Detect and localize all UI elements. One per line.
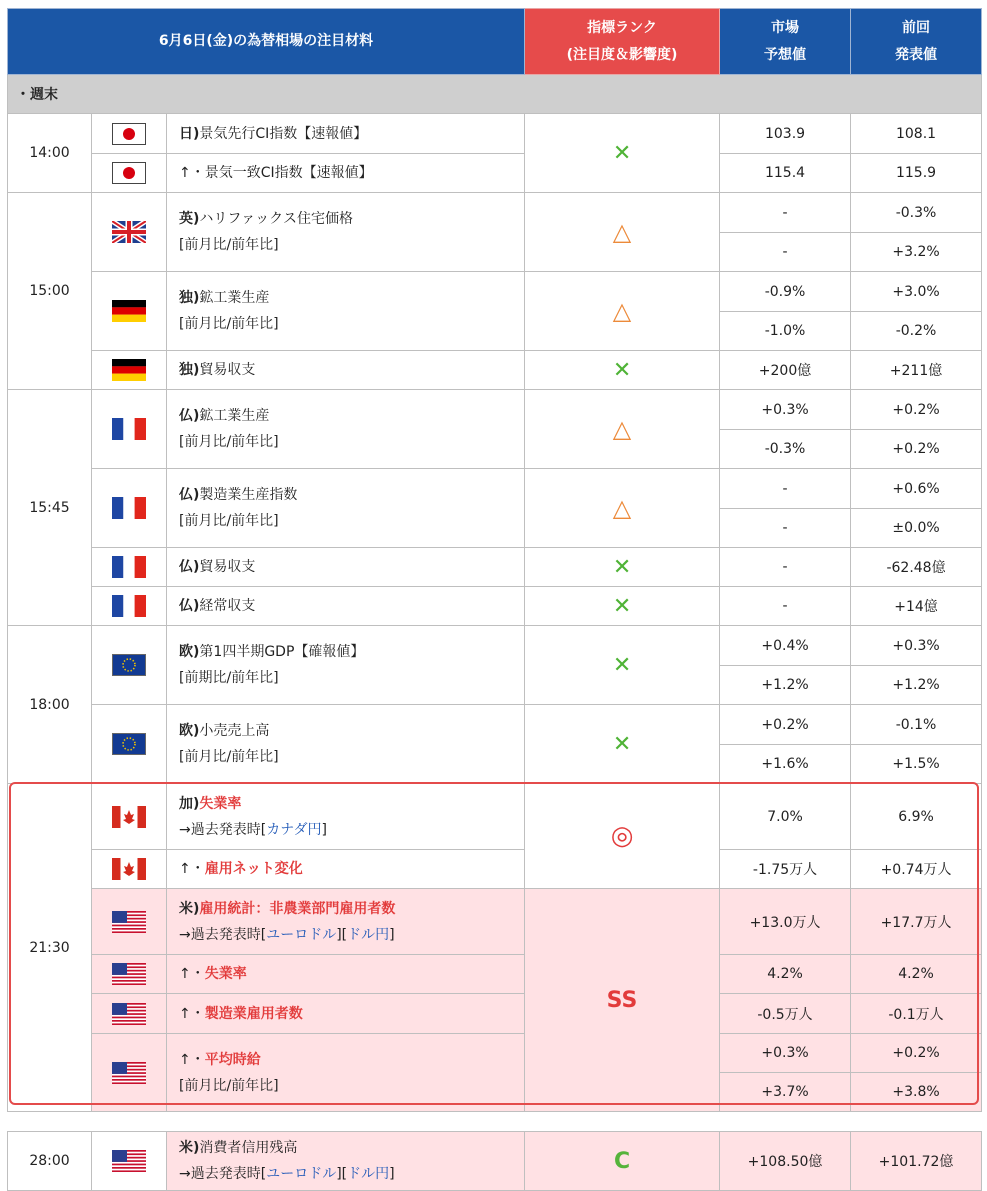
time-1500: 15:00 [8, 193, 92, 390]
flag-fr-icon [92, 587, 167, 626]
forecast-value: +0.4% [720, 626, 851, 666]
previous-value: 6.9% [851, 784, 982, 850]
rank-triangle: △ [525, 469, 720, 548]
header-title: 6月6日(金)の為替相場の注目材料 [8, 9, 525, 75]
forecast-value: -1.0% [720, 312, 851, 351]
link-usd-jpy[interactable]: ドル円 [347, 926, 390, 943]
previous-value: +0.2% [851, 390, 982, 430]
indicator-us-mfg-employment: ↑・製造業雇用者数 [167, 994, 525, 1034]
previous-value: +0.3% [851, 626, 982, 666]
rank-cross: ✕ [525, 587, 720, 626]
previous-value: +0.6% [851, 469, 982, 509]
flag-uk-icon [92, 193, 167, 272]
forecast-value: 103.9 [720, 114, 851, 154]
flag-eu-icon [92, 705, 167, 784]
link-eur-usd[interactable]: ユーロドル [266, 926, 337, 943]
forecast-value: - [720, 587, 851, 626]
link-eur-usd[interactable]: ユーロドル [266, 1166, 337, 1182]
link-cad-jpy[interactable]: カナダ円 [266, 821, 322, 838]
indicator-us-unemployment: ↑・失業率 [167, 955, 525, 994]
time-2130: 21:30 [8, 784, 92, 1112]
link-usd-jpy[interactable]: ドル円 [347, 1166, 390, 1182]
flag-de-icon [92, 351, 167, 390]
previous-value: 4.2% [851, 955, 982, 994]
flag-us-icon [92, 994, 167, 1034]
forecast-value: - [720, 509, 851, 548]
indicator-fr-ip: 仏)鉱工業生産 [前月比/前年比] [167, 390, 525, 469]
flag-de-icon [92, 272, 167, 351]
flag-fr-icon [92, 548, 167, 587]
time-1800: 18:00 [8, 626, 92, 784]
rank-c: C [525, 1132, 720, 1191]
spacer [8, 1112, 982, 1132]
rank-cross: ✕ [525, 114, 720, 193]
forecast-value: -0.3% [720, 430, 851, 469]
forecast-value: +0.3% [720, 1034, 851, 1073]
indicator-jp-coincident: ↑・景気一致CI指数【速報値】 [167, 154, 525, 193]
header-forecast: 市場 予想値 [720, 9, 851, 75]
flag-us-icon [92, 1132, 167, 1191]
flag-jp-icon [92, 154, 167, 193]
flag-ca-icon [92, 850, 167, 889]
forecast-value: 115.4 [720, 154, 851, 193]
rank-triangle: △ [525, 390, 720, 469]
previous-value: +1.5% [851, 745, 982, 784]
indicator-uk-halifax: 英)ハリファックス住宅価格 [前月比/前年比] [167, 193, 525, 272]
indicator-ca-employment: ↑・雇用ネット変化 [167, 850, 525, 889]
rank-cross: ✕ [525, 351, 720, 390]
forecast-value: +0.3% [720, 390, 851, 430]
previous-value: +101.72億 [851, 1132, 982, 1191]
indicator-jp-leading: 日)景気先行CI指数【速報値】 [167, 114, 525, 154]
flag-fr-icon [92, 469, 167, 548]
flag-us-icon [92, 1034, 167, 1112]
forecast-value: +1.6% [720, 745, 851, 784]
forecast-value: - [720, 469, 851, 509]
flag-fr-icon [92, 390, 167, 469]
indicator-de-ip: 独)鉱工業生産 [前月比/前年比] [167, 272, 525, 351]
forecast-value: 7.0% [720, 784, 851, 850]
rank-cross: ✕ [525, 548, 720, 587]
rank-cross: ✕ [525, 705, 720, 784]
flag-us-icon [92, 889, 167, 955]
indicator-de-trade: 独)貿易収支 [167, 351, 525, 390]
previous-value: +3.2% [851, 233, 982, 272]
previous-value: -0.2% [851, 312, 982, 351]
time-1400: 14:00 [8, 114, 92, 193]
indicator-eu-gdp: 欧)第1四半期GDP【確報値】 [前期比/前年比] [167, 626, 525, 705]
previous-value: +211億 [851, 351, 982, 390]
previous-value: +14億 [851, 587, 982, 626]
previous-value: ±0.0% [851, 509, 982, 548]
rank-cross: ✕ [525, 626, 720, 705]
flag-ca-icon [92, 784, 167, 850]
forecast-value: -1.75万人 [720, 850, 851, 889]
previous-value: +17.7万人 [851, 889, 982, 955]
time-2800: 28:00 [8, 1132, 92, 1191]
previous-value: -62.48億 [851, 548, 982, 587]
forecast-value: +108.50億 [720, 1132, 851, 1191]
forecast-value: -0.9% [720, 272, 851, 312]
previous-value: +1.2% [851, 666, 982, 705]
previous-value: +0.74万人 [851, 850, 982, 889]
forecast-value: -0.5万人 [720, 994, 851, 1034]
rank-double-circle: ◎ [525, 784, 720, 889]
indicator-ca-unemployment: 加)失業率 →過去発表時[カナダ円] [167, 784, 525, 850]
indicator-fr-trade: 仏)貿易収支 [167, 548, 525, 587]
economic-calendar-table [7, 8, 982, 1191]
previous-value: 108.1 [851, 114, 982, 154]
previous-value: -0.1万人 [851, 994, 982, 1034]
flag-jp-icon [92, 114, 167, 154]
indicator-eu-retail: 欧)小売売上高 [前月比/前年比] [167, 705, 525, 784]
previous-value: 115.9 [851, 154, 982, 193]
forecast-value: +0.2% [720, 705, 851, 745]
rank-ss: SS [525, 889, 720, 1112]
indicator-us-avg-hourly-earnings: ↑・平均時給 [前月比/前年比] [167, 1034, 525, 1112]
previous-value: +3.8% [851, 1073, 982, 1112]
indicator-us-nfp: 米)雇用統計：非農業部門雇用者数 →過去発表時[ユーロドル][ドル円] [167, 889, 525, 955]
indicator-fr-mfg: 仏)製造業生産指数 [前月比/前年比] [167, 469, 525, 548]
header-rank: 指標ランク (注目度＆影響度) [525, 9, 720, 75]
forecast-value: - [720, 548, 851, 587]
previous-value: +0.2% [851, 430, 982, 469]
indicator-fr-current: 仏)経常収支 [167, 587, 525, 626]
forecast-value: +13.0万人 [720, 889, 851, 955]
forecast-value: +200億 [720, 351, 851, 390]
previous-value: +3.0% [851, 272, 982, 312]
forecast-value: - [720, 233, 851, 272]
forecast-value: +3.7% [720, 1073, 851, 1112]
forecast-value: +1.2% [720, 666, 851, 705]
forecast-value: 4.2% [720, 955, 851, 994]
flag-eu-icon [92, 626, 167, 705]
rank-triangle: △ [525, 193, 720, 272]
previous-value: -0.3% [851, 193, 982, 233]
time-1545: 15:45 [8, 390, 92, 626]
previous-value: +0.2% [851, 1034, 982, 1073]
rank-triangle: △ [525, 272, 720, 351]
previous-value: -0.1% [851, 705, 982, 745]
section-weekend: ・週末 [8, 75, 982, 114]
flag-us-icon [92, 955, 167, 994]
indicator-us-consumer-credit: 米)消費者信用残高 →過去発表時[ユーロドル][ドル円] [167, 1132, 525, 1191]
forecast-value: - [720, 193, 851, 233]
header-previous: 前回 発表値 [851, 9, 982, 75]
